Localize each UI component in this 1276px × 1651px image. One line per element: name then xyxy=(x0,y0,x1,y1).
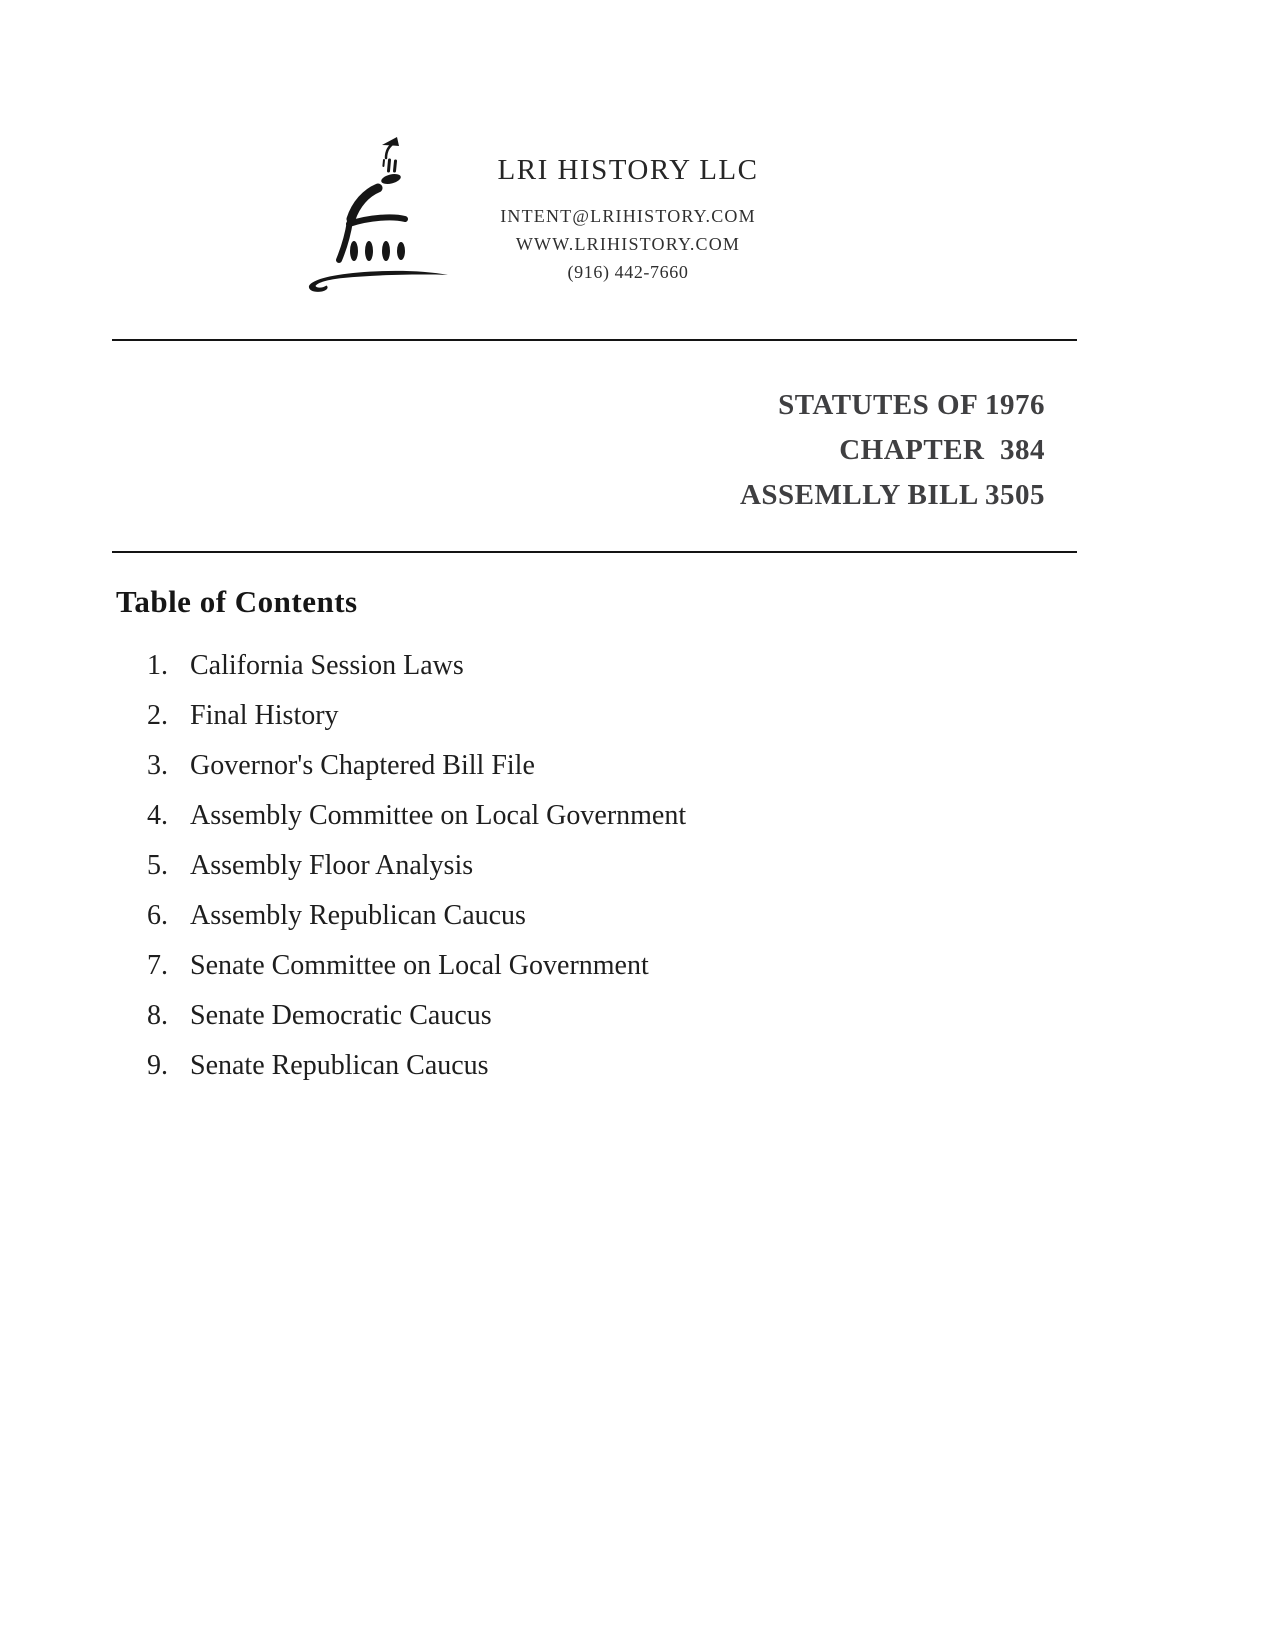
company-email: INTENT@LRIHISTORY.COM xyxy=(500,206,756,226)
chapter-line: CHAPTER 384 xyxy=(839,434,1045,466)
toc-item-assembly-floor-analysis xyxy=(147,851,686,881)
toc-item-number: 4. xyxy=(147,800,168,831)
toc-item-number: 5. xyxy=(147,850,168,881)
toc-item-label: California Session Laws xyxy=(190,650,464,681)
toc-item-label: Assembly Committee on Local Government xyxy=(190,800,687,831)
toc-item-number: 9. xyxy=(147,1050,168,1081)
toc-item-senate-committee-local-government xyxy=(147,951,686,981)
statutes-year-line: STATUTES OF 1976 xyxy=(778,389,1045,421)
toc-item-california-session-laws xyxy=(147,651,686,681)
toc-item-number: 7. xyxy=(147,950,168,981)
toc-item-final-history xyxy=(147,701,686,731)
toc-item-number: 3. xyxy=(147,750,168,781)
divider-bottom xyxy=(112,551,1077,553)
toc-item-label: Assembly Republican Caucus xyxy=(190,900,526,931)
toc-item-number: 2. xyxy=(147,700,168,731)
toc-item-label: Senate Democratic Caucus xyxy=(190,1000,492,1031)
company-website: WWW.LRIHISTORY.COM xyxy=(515,234,741,254)
statute-reference-block xyxy=(740,383,1045,518)
divider-top xyxy=(112,339,1077,341)
toc-title: Table of Contents xyxy=(116,584,358,619)
toc-list xyxy=(147,651,686,1101)
company-phone: (916) 442-7660 xyxy=(567,262,689,282)
toc-item-number: 1. xyxy=(147,650,168,681)
toc-item-label: Assembly Floor Analysis xyxy=(190,850,474,881)
toc-item-senate-democratic-caucus xyxy=(147,1001,686,1031)
assembly-bill-line: ASSEMLLY BILL 3505 xyxy=(739,479,1045,511)
toc-item-label: Final History xyxy=(190,700,339,731)
toc-item-assembly-republican-caucus xyxy=(147,901,686,931)
toc-item-label: Senate Committee on Local Government xyxy=(190,950,649,981)
toc-item-label: Senate Republican Caucus xyxy=(190,1050,489,1081)
toc-item-governors-chaptered-bill-file xyxy=(147,751,686,781)
toc-item-label: Governor's Chaptered Bill File xyxy=(190,750,535,781)
toc-item-number: 8. xyxy=(147,1000,168,1031)
toc-item-assembly-committee-local-government xyxy=(147,801,686,831)
company-name: LRI HISTORY LLC xyxy=(497,154,759,186)
toc-item-number: 6. xyxy=(147,900,168,931)
toc-item-senate-republican-caucus xyxy=(147,1051,686,1081)
